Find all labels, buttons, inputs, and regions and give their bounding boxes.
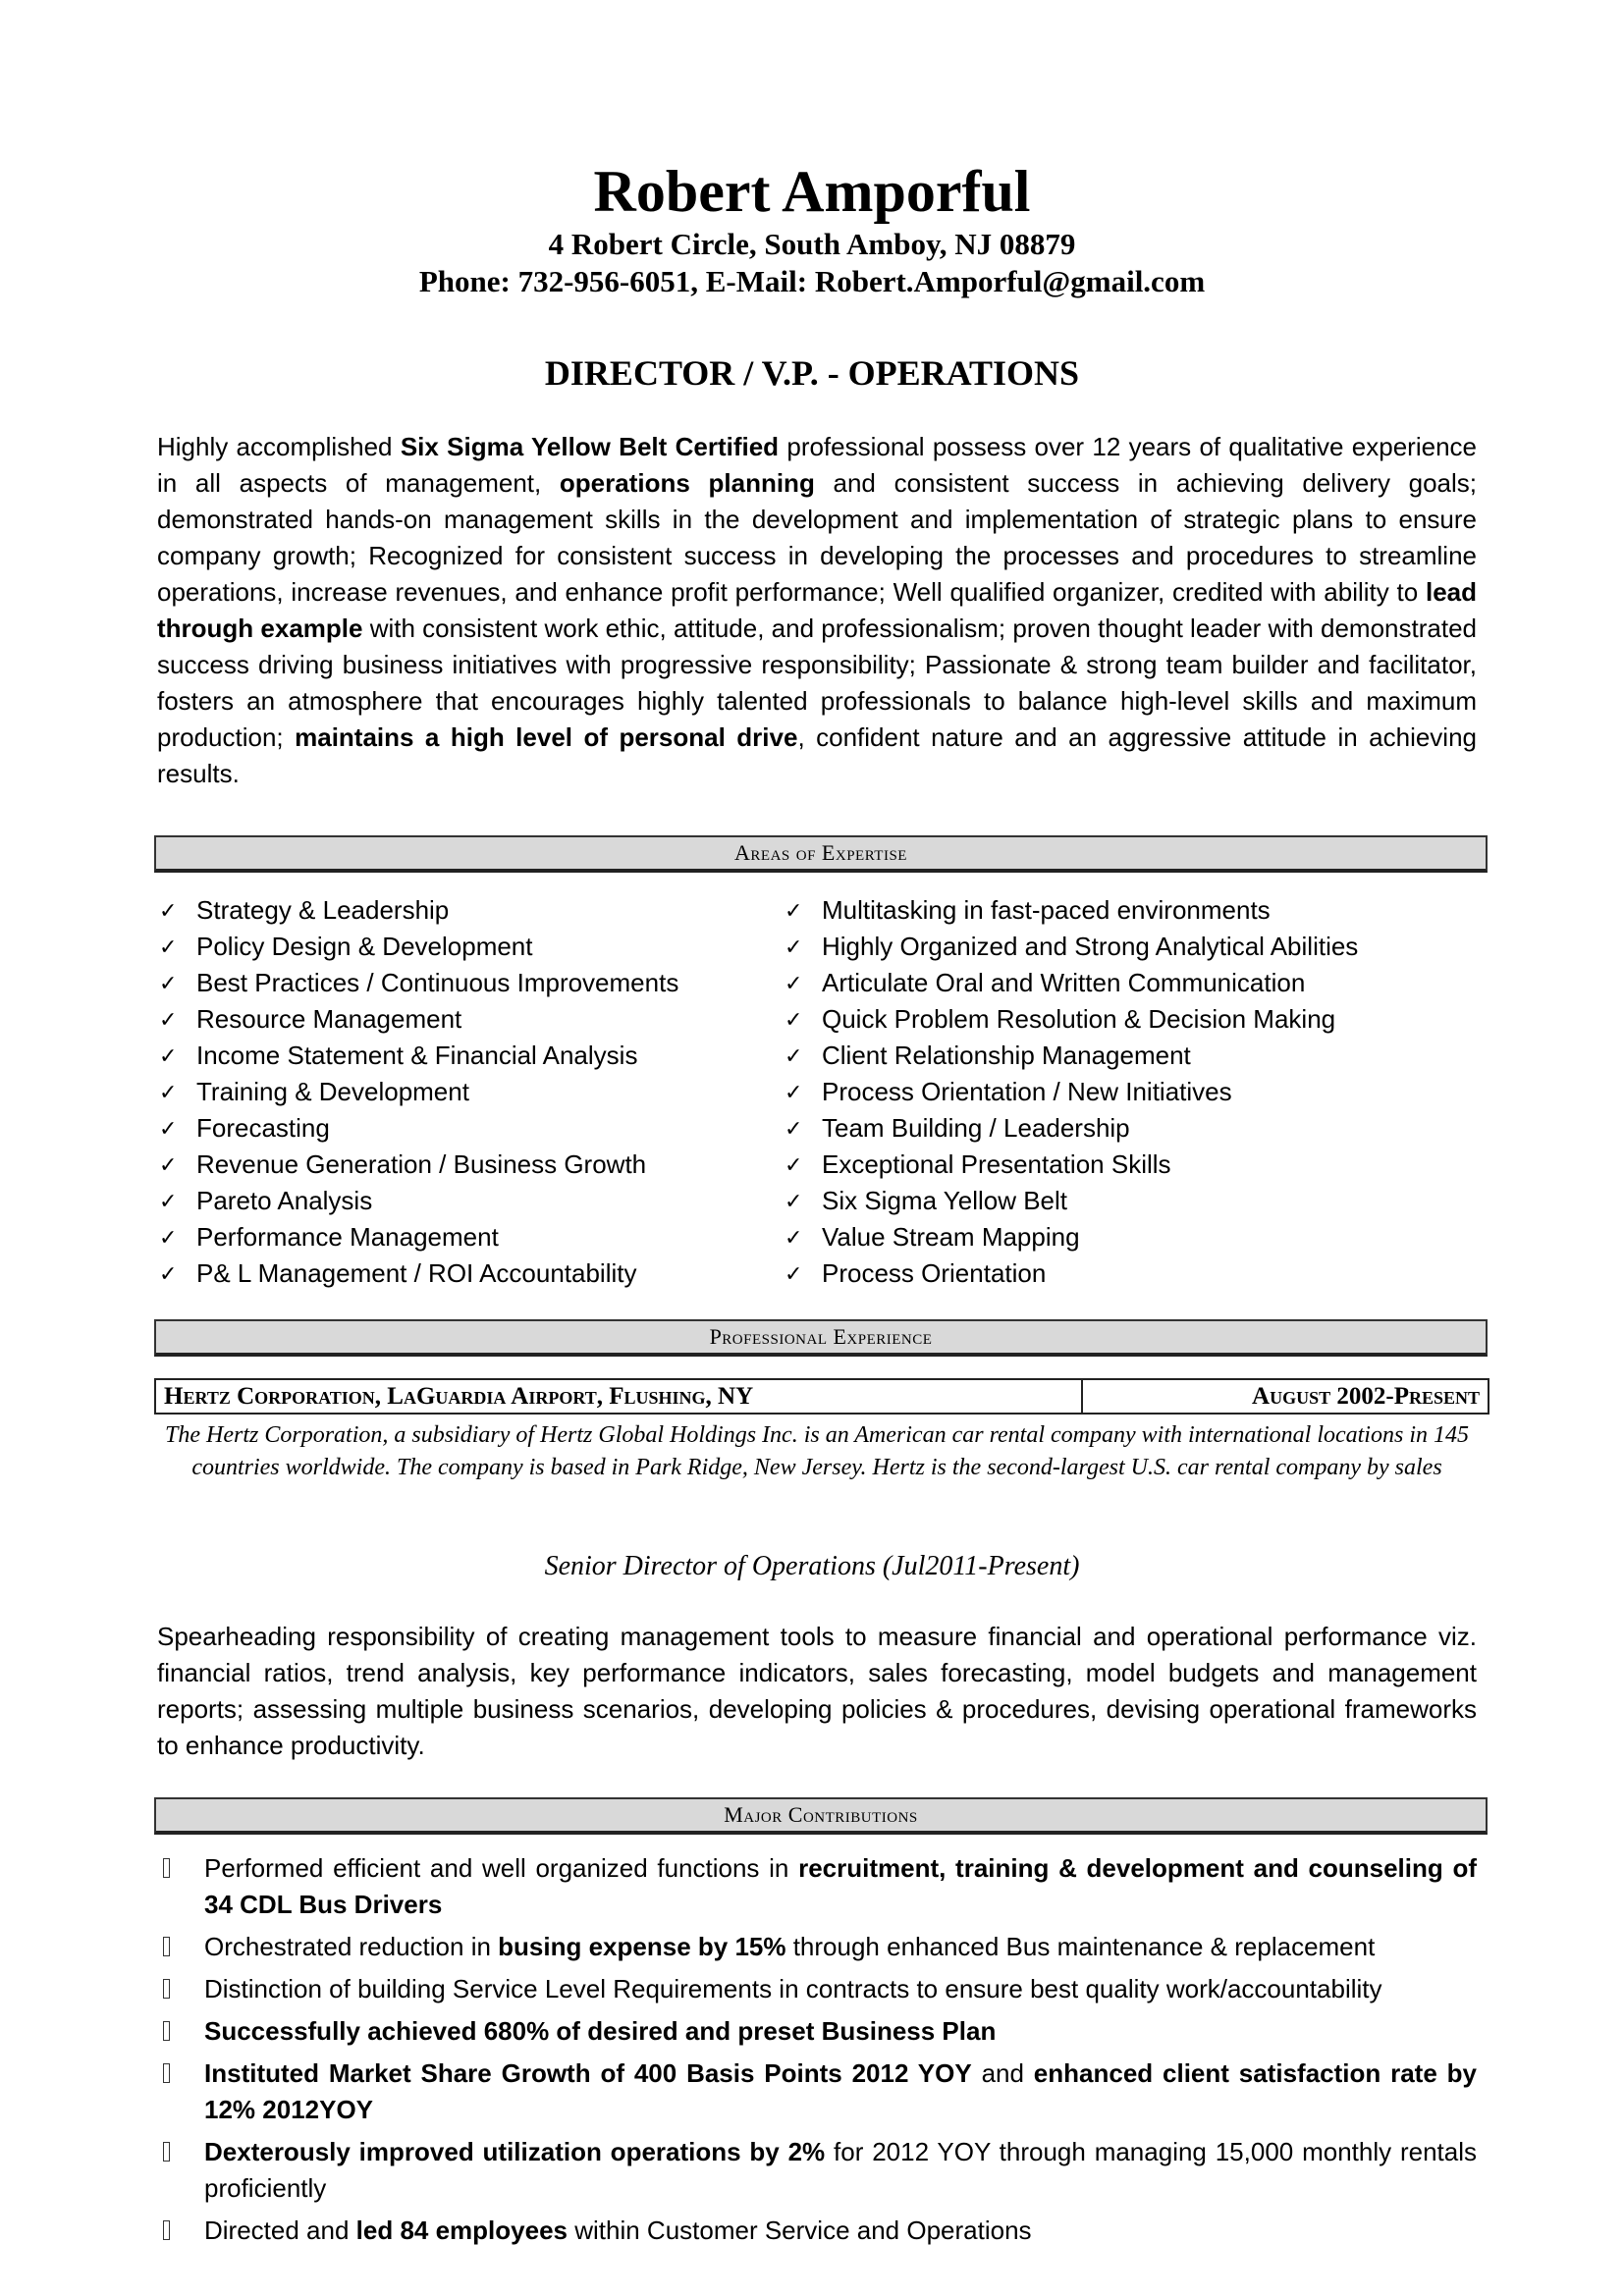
expertise-label: Best Practices / Continuous Improvements <box>196 968 679 997</box>
expertise-label: Client Relationship Management <box>822 1041 1191 1070</box>
body-text: , confident nature and an aggressive attitude in achieving results. <box>157 722 1478 788</box>
expertise-label: Revenue Generation / Business Growth <box>196 1149 647 1179</box>
checkmark-icon: ✓ <box>785 1043 803 1068</box>
section-title: Areas of Expertise <box>734 840 907 865</box>
expertise-item <box>783 1074 1358 1110</box>
contribution-item <box>157 2134 1477 2207</box>
contribution-item <box>157 1850 1477 1923</box>
emphasis-text: busing expense by 15% <box>498 1932 786 1961</box>
body-text: Directed and <box>204 2216 356 2245</box>
expertise-item <box>783 1255 1358 1292</box>
emphasis-text: Dexterously improved utilization operations by 2% <box>204 2137 826 2166</box>
expertise-label: Training & Development <box>196 1077 469 1106</box>
emphasis-text: Successfully achieved 680% of desired and preset Business Plan <box>204 2016 997 2046</box>
employer-name: Hertz Corporation, LaGuardia Airport, Flushing, NY <box>156 1380 1083 1413</box>
expertise-item <box>783 1110 1358 1147</box>
expertise-item <box>783 892 1358 929</box>
employer-description: The Hertz Corporation, a subsidiary of Hertz Global Holdings Inc. is an American car rental company with international locations in 145 countries worldwide. The company is based in Park Ridge, New Jersey. Hertz is the second-largest U.S. car rental company by sales <box>165 1422 1469 1480</box>
bullet-icon <box>163 2063 170 2083</box>
checkmark-icon: ✓ <box>785 1261 803 1286</box>
checkmark-icon: ✓ <box>785 971 803 995</box>
contribution-item <box>157 1929 1477 1965</box>
emphasis-text: operations planning <box>559 468 815 498</box>
expertise-label: Pareto Analysis <box>196 1186 373 1215</box>
checkmark-icon: ✓ <box>785 1225 803 1250</box>
body-text: and <box>971 2058 1034 2088</box>
professional-summary <box>157 429 1477 792</box>
checkmark-icon: ✓ <box>159 1043 178 1068</box>
emphasis-text: led 84 employees <box>355 2216 568 2245</box>
body-text: Orchestrated reduction in <box>204 1932 499 1961</box>
body-text: Highly accomplished <box>157 432 401 461</box>
emphasis-text: Instituted Market Share Growth of 400 Basis Points 2012 YOY <box>204 2058 972 2088</box>
bullet-icon <box>163 1979 170 1999</box>
expertise-label: Articulate Oral and Written Communication <box>822 968 1306 997</box>
checkmark-icon: ✓ <box>159 971 178 995</box>
section-header-expertise <box>154 835 1488 873</box>
checkmark-icon: ✓ <box>159 1225 178 1250</box>
expertise-item <box>157 1038 678 1074</box>
contribution-item <box>157 1971 1477 2007</box>
expertise-label: Process Orientation <box>822 1258 1047 1288</box>
body-text: Performed efficient and well organized functions in <box>204 1853 799 1883</box>
emphasis-text: maintains a high level of personal drive <box>295 722 798 752</box>
section-title: Major Contributions <box>724 1802 918 1827</box>
checkmark-icon: ✓ <box>785 1007 803 1032</box>
expertise-label: Forecasting <box>196 1113 330 1143</box>
emphasis-text: Six Sigma Yellow Belt Certified <box>400 432 780 461</box>
checkmark-icon: ✓ <box>785 1189 803 1213</box>
body-text: Distinction of building Service Level Requirements in contracts to ensure best quality work/accountability <box>204 1974 1382 2003</box>
expertise-item <box>783 929 1358 965</box>
expertise-label: Six Sigma Yellow Belt <box>822 1186 1068 1215</box>
expertise-label: Process Orientation / New Initiatives <box>822 1077 1232 1106</box>
expertise-item <box>783 1147 1358 1183</box>
section-header-experience <box>154 1319 1488 1357</box>
body-text: with consistent work ethic, attitude, and professionalism; proven thought leader with demonstrated success driving business initiatives with progressive responsibility; Passionate & strong team builder and facilitator, fosters an atmosphere that encourages highly talented professionals to balance high-level skills and maximum production; <box>157 614 1477 752</box>
expertise-item <box>157 892 678 929</box>
expertise-label: Value Stream Mapping <box>822 1222 1080 1252</box>
expertise-item <box>157 1110 678 1147</box>
checkmark-icon: ✓ <box>159 1080 178 1104</box>
checkmark-icon: ✓ <box>785 898 803 923</box>
expertise-item <box>157 1001 678 1038</box>
contribution-item <box>157 2213 1477 2249</box>
expertise-item <box>157 1255 678 1292</box>
role-description: Spearheading responsibility of creating management tools to measure financial and operational performance viz. financial ratios, trend analysis, key performance indicators, sales forecasting, model budgets and management reports; assessing multiple business scenarios, developing policies & procedures, devising operational frameworks to enhance productivity. <box>157 1622 1477 1760</box>
expertise-label: Team Building / Leadership <box>822 1113 1130 1143</box>
expertise-item <box>783 1001 1358 1038</box>
bullet-icon <box>163 2142 170 2162</box>
section-header-contributions <box>154 1797 1488 1835</box>
expertise-label: Multitasking in fast-paced environments <box>822 895 1271 925</box>
checkmark-icon: ✓ <box>785 1152 803 1177</box>
emphasis-text: enhanced client satisfaction rate by 12% 2012YOY <box>204 2058 1477 2124</box>
bullet-icon <box>163 2021 170 2041</box>
expertise-item <box>157 1219 678 1255</box>
section-title: Professional Experience <box>709 1324 933 1349</box>
candidate-name: Robert Amporful <box>593 159 1031 224</box>
expertise-label: P& L Management / ROI Accountability <box>196 1258 637 1288</box>
employment-dates: August 2002-Present <box>1252 1383 1480 1410</box>
role-title: Senior Director of Operations (Jul2011-Present) <box>544 1551 1080 1581</box>
resume-headline: DIRECTOR / V.P. - OPERATIONS <box>544 353 1080 393</box>
expertise-label: Strategy & Leadership <box>196 895 450 925</box>
candidate-contact: Phone: 732-956-6051, E-Mail: Robert.Amporful@gmail.com <box>418 264 1206 298</box>
expertise-item <box>783 1219 1358 1255</box>
expertise-label: Performance Management <box>196 1222 499 1252</box>
checkmark-icon: ✓ <box>785 934 803 959</box>
expertise-label: Highly Organized and Strong Analytical Abilities <box>822 932 1359 961</box>
expertise-list-right <box>783 892 1358 1292</box>
expertise-item <box>157 929 678 965</box>
expertise-item <box>783 1038 1358 1074</box>
bullet-icon <box>163 1858 170 1878</box>
body-text: for 2012 YOY through managing 15,000 monthly rentals proficiently <box>204 2137 1477 2203</box>
contributions-list <box>157 1850 1477 2255</box>
body-text: professional possess over 12 years of qualitative experience in all aspects of management, <box>157 432 1477 498</box>
checkmark-icon: ✓ <box>159 1189 178 1213</box>
emphasis-text: recruitment, training & development and counseling of 34 CDL Bus Drivers <box>204 1853 1478 1919</box>
expertise-label: Exceptional Presentation Skills <box>822 1149 1171 1179</box>
checkmark-icon: ✓ <box>159 1261 178 1286</box>
expertise-list-left <box>157 892 678 1292</box>
checkmark-icon: ✓ <box>159 1116 178 1141</box>
bullet-icon <box>163 1937 170 1956</box>
candidate-address: 4 Robert Circle, South Amboy, NJ 08879 <box>548 227 1076 261</box>
expertise-item <box>783 965 1358 1001</box>
expertise-item <box>157 1147 678 1183</box>
checkmark-icon: ✓ <box>785 1116 803 1141</box>
employer-table <box>154 1378 1489 1415</box>
expertise-label: Resource Management <box>196 1004 462 1034</box>
checkmark-icon: ✓ <box>159 898 178 923</box>
emphasis-text: lead through example <box>157 577 1477 643</box>
contribution-item <box>157 2013 1477 2050</box>
expertise-label: Policy Design & Development <box>196 932 533 961</box>
checkmark-icon: ✓ <box>159 1152 178 1177</box>
expertise-item <box>783 1183 1358 1219</box>
expertise-item <box>157 965 678 1001</box>
expertise-label: Quick Problem Resolution & Decision Making <box>822 1004 1336 1034</box>
expertise-item <box>157 1183 678 1219</box>
body-text: through enhanced Bus maintenance & replacement <box>785 1932 1376 1961</box>
body-text: within Customer Service and Operations <box>568 2216 1032 2245</box>
bullet-icon <box>163 2220 170 2240</box>
expertise-item <box>157 1074 678 1110</box>
contribution-item <box>157 2056 1477 2128</box>
body-text: and consistent success in achieving delivery goals; demonstrated hands-on management skills in the development and implementation of strategic plans to ensure company growth; Recognized for consistent success in developing the processes and procedures to streamline operations, increase revenues, and enhance profit performance; Well qualified organizer, credited with ability to <box>157 468 1477 607</box>
checkmark-icon: ✓ <box>785 1080 803 1104</box>
expertise-label: Income Statement & Financial Analysis <box>196 1041 638 1070</box>
checkmark-icon: ✓ <box>159 1007 178 1032</box>
checkmark-icon: ✓ <box>159 934 178 959</box>
